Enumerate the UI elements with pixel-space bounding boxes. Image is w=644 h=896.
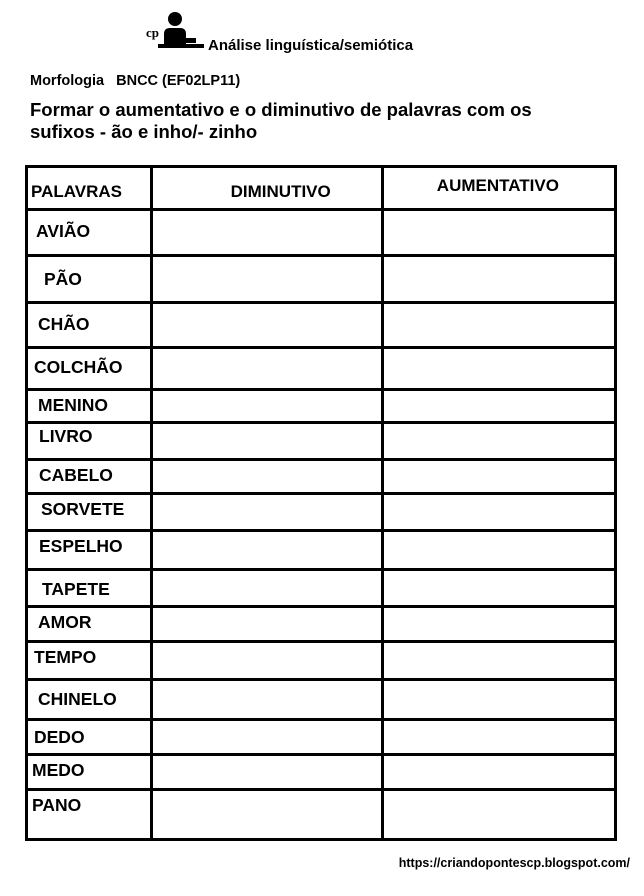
word-label: DEDO — [34, 727, 85, 747]
footer-url[interactable]: https://criandopontescp.blogspot.com/ — [398, 856, 630, 870]
diminutivo-answer-cell[interactable] — [151, 348, 382, 390]
word-cell — [27, 494, 152, 531]
diminutivo-answer-cell[interactable] — [151, 494, 382, 531]
aumentativo-answer-cell[interactable] — [382, 390, 615, 423]
word-label: SORVETE — [41, 499, 125, 519]
table-body — [27, 210, 616, 840]
diminutivo-answer-cell[interactable] — [151, 607, 382, 642]
diminutivo-answer-cell[interactable] — [151, 680, 382, 720]
col-header-diminutivo: DIMINUTIVO — [151, 167, 382, 210]
bncc-code: BNCC (EF02LP11) — [116, 73, 241, 89]
area-title: Análise linguística/semiótica — [208, 37, 414, 54]
word-label: CHÃO — [38, 314, 90, 334]
logo-cp-text: cp — [146, 25, 159, 40]
table-row — [27, 642, 616, 680]
aumentativo-answer-cell[interactable] — [382, 607, 615, 642]
aumentativo-answer-cell[interactable] — [382, 531, 615, 570]
aumentativo-answer-cell[interactable] — [382, 303, 615, 348]
subtitle-line — [30, 73, 240, 89]
col-header-aumentativo: AUMENTATIVO — [382, 167, 615, 210]
word-label: CHINELO — [38, 689, 117, 709]
aumentativo-answer-cell[interactable] — [382, 790, 615, 840]
word-table — [25, 165, 617, 841]
word-cell — [27, 460, 152, 494]
word-cell — [27, 210, 152, 256]
diminutivo-answer-cell[interactable] — [151, 720, 382, 755]
table-row — [27, 494, 616, 531]
diminutivo-answer-cell[interactable] — [151, 642, 382, 680]
word-label: PANO — [32, 795, 82, 815]
logo — [146, 10, 206, 50]
diminutivo-answer-cell[interactable] — [151, 460, 382, 494]
table-row — [27, 790, 616, 840]
word-cell — [27, 570, 152, 607]
table-row — [27, 390, 616, 423]
word-label: COLCHÃO — [34, 357, 123, 377]
word-label: TEMPO — [34, 647, 97, 667]
table-row — [27, 570, 616, 607]
word-label: MENINO — [38, 395, 108, 415]
table-header-row — [27, 167, 616, 210]
person-at-desk-icon — [146, 10, 206, 50]
instruction: Formar o aumentativo e o diminutivo de palavras com os sufixos - ão e inho/- zinho — [30, 99, 532, 142]
diminutivo-answer-cell[interactable] — [151, 790, 382, 840]
aumentativo-answer-cell[interactable] — [382, 720, 615, 755]
aumentativo-answer-cell[interactable] — [382, 348, 615, 390]
diminutivo-answer-cell[interactable] — [151, 423, 382, 460]
table-row — [27, 531, 616, 570]
word-cell — [27, 531, 152, 570]
word-label: ESPELHO — [39, 536, 123, 556]
table-row — [27, 423, 616, 460]
word-cell — [27, 390, 152, 423]
diminutivo-answer-cell[interactable] — [151, 755, 382, 790]
word-label: CABELO — [39, 465, 113, 485]
diminutivo-answer-cell[interactable] — [151, 303, 382, 348]
aumentativo-answer-cell[interactable] — [382, 755, 615, 790]
diminutivo-answer-cell[interactable] — [151, 390, 382, 423]
word-label: MEDO — [32, 760, 85, 780]
word-cell — [27, 755, 152, 790]
diminutivo-answer-cell[interactable] — [151, 256, 382, 303]
word-cell — [27, 607, 152, 642]
aumentativo-answer-cell[interactable] — [382, 642, 615, 680]
table-row — [27, 680, 616, 720]
table-row — [27, 303, 616, 348]
word-label: TAPETE — [42, 579, 110, 599]
word-cell — [27, 423, 152, 460]
table-row — [27, 607, 616, 642]
aumentativo-answer-cell[interactable] — [382, 256, 615, 303]
word-label: LIVRO — [39, 426, 93, 446]
col-header-palavras: PALAVRAS — [27, 167, 152, 210]
word-label: AMOR — [38, 612, 92, 632]
aumentativo-answer-cell[interactable] — [382, 570, 615, 607]
diminutivo-answer-cell[interactable] — [151, 570, 382, 607]
aumentativo-answer-cell[interactable] — [382, 460, 615, 494]
word-cell — [27, 680, 152, 720]
table-row — [27, 755, 616, 790]
aumentativo-answer-cell[interactable] — [382, 423, 615, 460]
table-row — [27, 210, 616, 256]
word-cell — [27, 303, 152, 348]
table-row — [27, 460, 616, 494]
word-label: AVIÃO — [36, 221, 91, 241]
aumentativo-answer-cell[interactable] — [382, 680, 615, 720]
word-cell — [27, 642, 152, 680]
aumentativo-answer-cell[interactable] — [382, 494, 615, 531]
word-cell — [27, 256, 152, 303]
table-row — [27, 348, 616, 390]
word-label: PÃO — [44, 269, 82, 289]
aumentativo-answer-cell[interactable] — [382, 210, 615, 256]
word-cell — [27, 720, 152, 755]
word-cell — [27, 348, 152, 390]
word-cell — [27, 790, 152, 840]
diminutivo-answer-cell[interactable] — [151, 210, 382, 256]
diminutivo-answer-cell[interactable] — [151, 531, 382, 570]
table-row — [27, 256, 616, 303]
table-row — [27, 720, 616, 755]
field-label: Morfologia — [30, 73, 105, 89]
